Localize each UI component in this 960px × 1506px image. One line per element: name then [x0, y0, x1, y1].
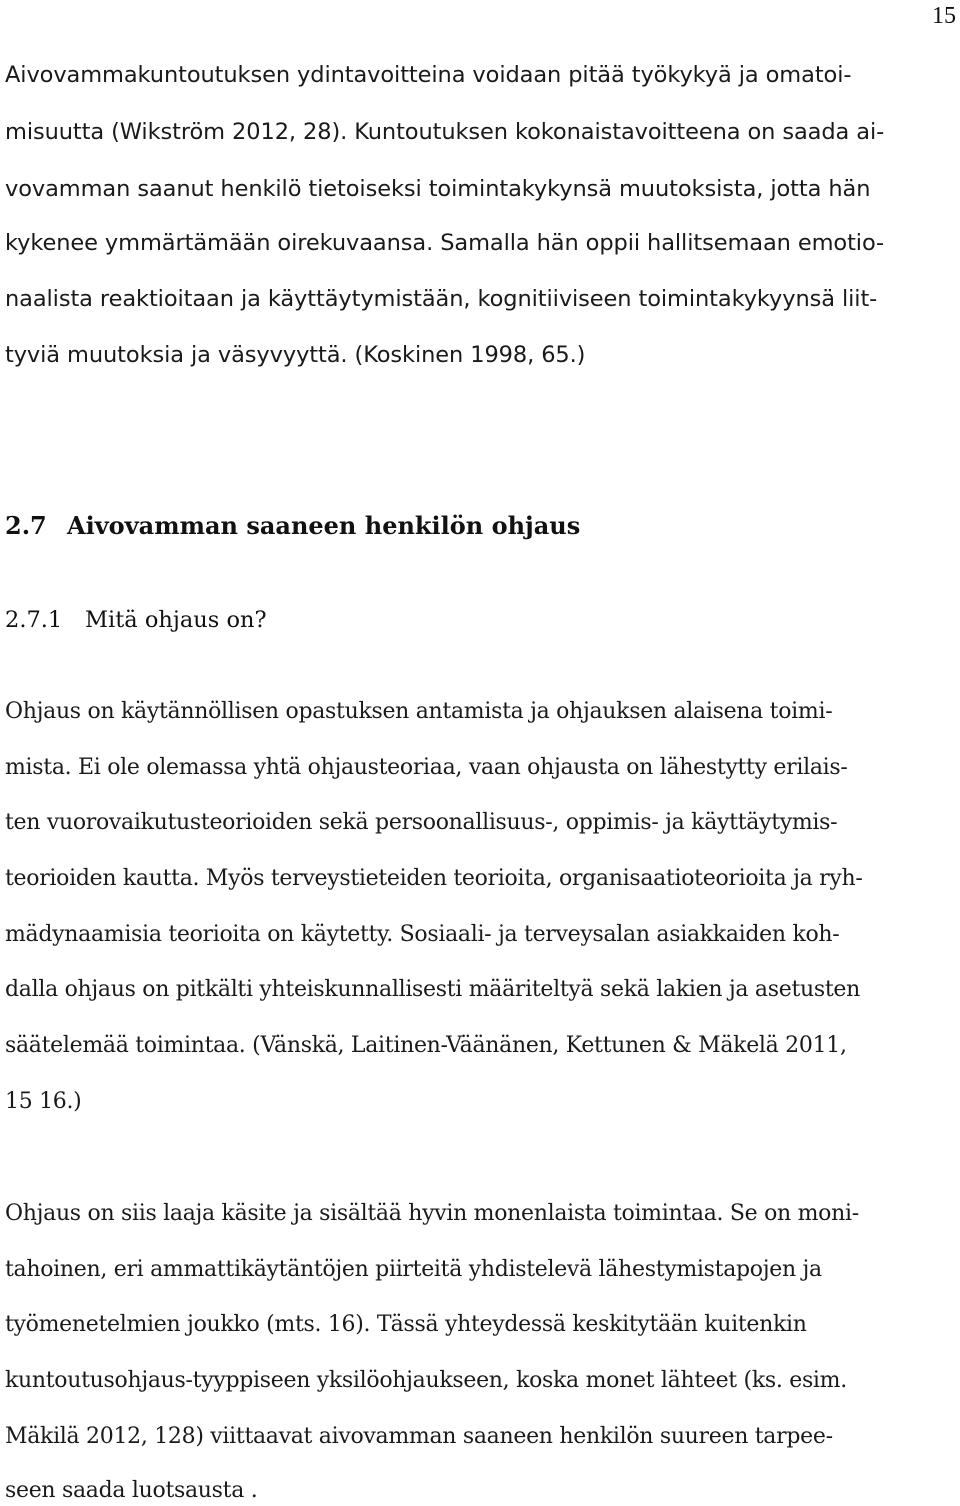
paragraph-3-line-4: kuntoutusohjaus-tyyppiseen yksilöohjaukseen, koska monet lähteet (ks. esim. — [5, 1368, 847, 1393]
paragraph-1-line-5: naalista reaktioitaan ja käyttäytymistään, kognitiiviseen toimintakykyynsä liit- — [5, 286, 878, 312]
paragraph-2-line-4: teorioiden kautta. Myös terveystieteiden teorioita, organisaatioteorioita ja ryh- — [5, 866, 863, 891]
paragraph-2-line-7: säätelemää toimintaa. (Vänskä, Laitinen-Väänänen, Kettunen & Mäkelä 2011, — [5, 1033, 847, 1058]
paragraph-2-line-1: Ohjaus on käytännöllisen opastuksen antamista ja ohjauksen alaisena toimi- — [5, 699, 833, 724]
paragraph-1-line-4: kykenee ymmärtämään oirekuvaansa. Samalla hän oppii hallitsemaan emotio- — [5, 230, 885, 256]
paragraph-3-line-1: Ohjaus on siis laaja käsite ja sisältää hyvin monenlaista toimintaa. Se on moni- — [5, 1201, 859, 1226]
paragraph-2-line-3: ten vuorovaikutusteorioiden sekä persoonallisuus-, oppimis- ja käyttäytymis- — [5, 810, 838, 835]
subsection-title: Mitä ohjaus on? — [85, 607, 267, 633]
paragraph-2-line-8: 15 16.) — [5, 1089, 82, 1114]
paragraph-3-line-3: työmenetelmien joukko (mts. 16). Tässä yhteydessä keskitytään kuitenkin — [5, 1312, 807, 1337]
paragraph-1-line-6: tyviä muutoksia ja väsyvyyttä. (Koskinen 1998, 65.) — [5, 342, 586, 368]
paragraph-2-line-5: mädynaamisia teorioita on käytetty. Sosiaali- ja terveysalan asiakkaiden koh- — [5, 922, 840, 947]
paragraph-1-line-1: Aivovammakuntoutuksen ydintavoitteina voidaan pitää työkykyä ja omatoi- — [5, 62, 852, 88]
subsection-number: 2.7.1 — [5, 607, 63, 633]
paragraph-2-line-2: mista. Ei ole olemassa yhtä ohjausteoriaa, vaan ohjausta on lähestytty erilais- — [5, 755, 848, 780]
page-number: 15 — [932, 3, 956, 29]
paragraph-3-line-6: seen saada luotsausta . — [5, 1478, 258, 1503]
paragraph-1-line-3: vovamman saanut henkilö tietoiseksi toimintakykynsä muutoksista, jotta hän — [5, 176, 871, 202]
paragraph-2-line-6: dalla ohjaus on pitkälti yhteiskunnallisesti määriteltyä sekä lakien ja asetusten — [5, 977, 860, 1002]
section-title: Aivovamman saaneen henkilön ohjaus — [67, 511, 581, 540]
paragraph-3-line-5: Mäkilä 2012, 128) viittaavat aivovamman saaneen henkilön suureen tarpee- — [5, 1424, 833, 1449]
section-heading — [5, 510, 580, 542]
paragraph-1-line-2: misuutta (Wikström 2012, 28). Kuntoutuksen kokonaistavoitteena on saada ai- — [5, 119, 885, 145]
subsection-heading — [5, 604, 267, 636]
paragraph-3-line-2: tahoinen, eri ammattikäytäntöjen piirteitä yhdistelevä lähestymistapojen ja — [5, 1257, 822, 1282]
section-number: 2.7 — [5, 511, 47, 540]
